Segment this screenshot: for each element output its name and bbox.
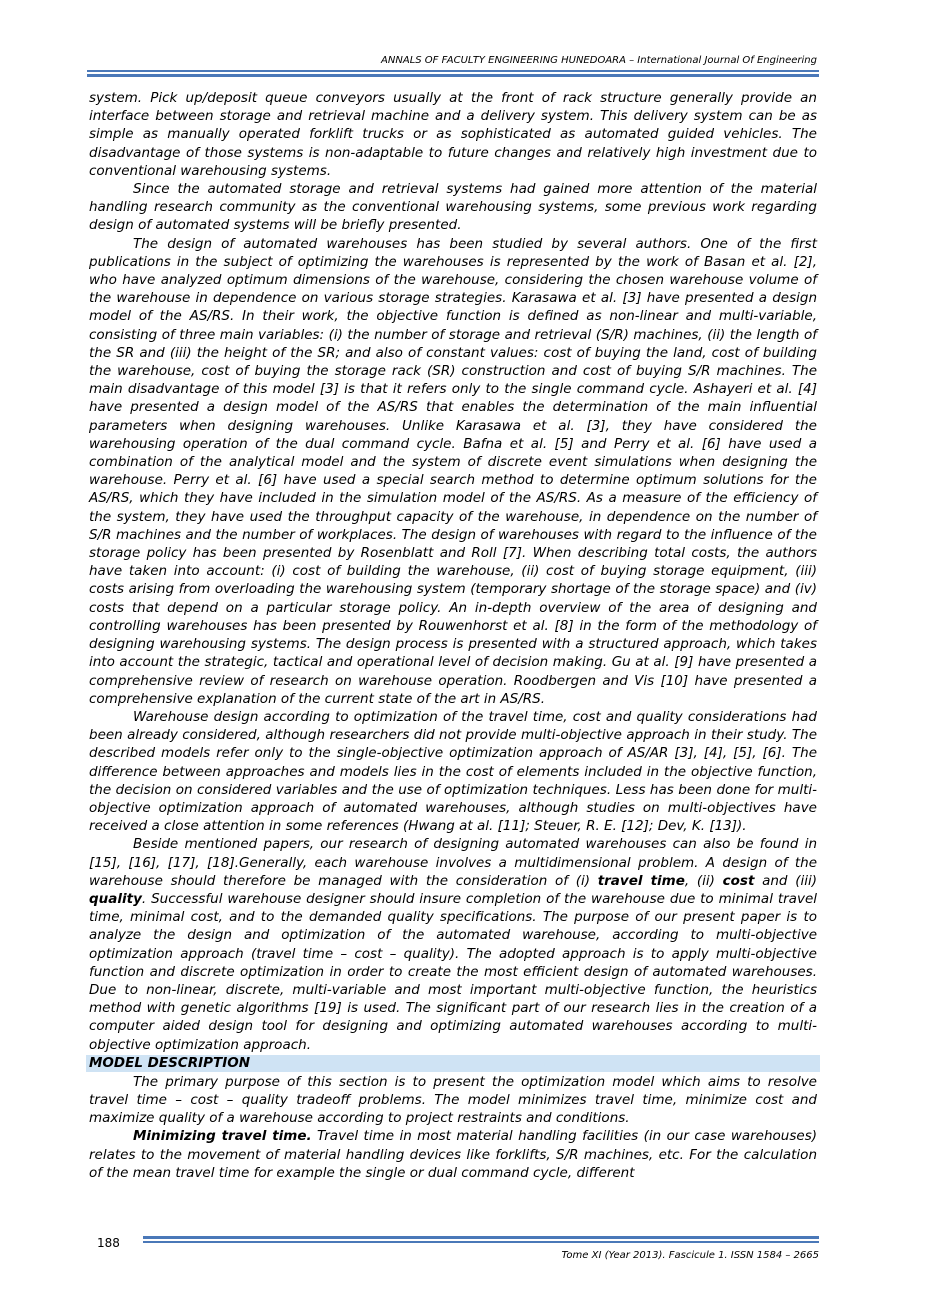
journal-title: ANNALS OF FACULTY ENGINEERING HUNEDOARA – International Journal Of Engineering <box>381 55 817 66</box>
paragraph-5-text-a: Beside mentioned papers, our research of designing automated warehouses can also be found in [15], [16], [17], [18].Generally, each warehouse involves a multidimensional problem. A design of the warehouse should therefore be managed with the consideration of (i) <box>89 836 817 889</box>
paragraph-5-text-d: . Successful warehouse designer should insure completion of the warehouse due to minimal travel time, minimal cost, and to the demanded quality specifications. The purpose of our present paper is to analyze the design and optimization of the automated warehouse, according to multi-objective optimization approach (travel time – cost – quality). The adopted approach is to apply multi-objective function and discrete optimization in order to create the most efficient design of automated warehouses. Due to non-linear, discrete, multi-variable and most important multi-objective function, the heuristics method with genetic algorithms [19] is used. The significant part of our research lies in the creation of a computer aided design tool for designing and optimizing automated warehouses according to multi-objective optimization approach. <box>89 890 817 1053</box>
header-rule-thick <box>87 74 819 77</box>
footer-rule-thin <box>143 1241 819 1243</box>
run-in-heading-minimizing-travel-time: Minimizing travel time. <box>133 1128 312 1145</box>
page-number: 188 <box>97 1236 120 1250</box>
paragraph-7 <box>89 1127 817 1182</box>
article-body <box>89 89 817 1182</box>
paragraph-5-text-c: and (iii) <box>754 872 817 889</box>
paragraph-2: Since the automated storage and retrieval systems had gained more attention of the material handling research community as the conventional warehousing systems, some previous work regarding design of automated systems will be briefly presented. <box>89 181 817 234</box>
paragraph-6: The primary purpose of this section is to present the optimization model which aims to resolve travel time – cost – quality tradeoff problems. The model minimizes travel time, minimize cost and maximize quality of a warehouse according to project restraints and conditions. <box>89 1073 817 1127</box>
header-rule-thin <box>87 70 819 72</box>
section-heading-model-description: MODEL DESCRIPTION <box>86 1055 820 1072</box>
paragraph-7-text: Travel time in most material handling facilities (in our case warehouses) relates to the movement of material handling devices like forklifts, S/R machines, etc. For the calculation of the mean travel time for example the single or dual command cycle, different <box>89 1128 817 1181</box>
emphasis-quality: quality <box>89 890 142 907</box>
issue-info: Tome XI (Year 2013). Fascicule 1. ISSN 1584 – 2665 <box>561 1250 819 1261</box>
emphasis-travel-time: travel time <box>597 872 685 889</box>
paragraph-3: The design of automated warehouses has been studied by several authors. One of the first publications in the subject of optimizing the warehouses is represented by the work of Basan et al. [2], who have analyzed optimum dimensions of the warehouse, considering the chosen warehouse volume of the warehouse in dependence on various storage strategies. Karasawa et al. [3] have presented a design model of the AS/RS. In their work, the objective function is defined as non-linear and multi-variable, consisting of three main variables: (i) the number of storage and retrieval (S/R) machines, (ii) the length of the SR and (iii) the height of the SR; and also of constant values: cost of buying the land, cost of building the warehouse, cost of buying the storage rack (SR) construction and cost of buying S/R machines. The main disadvantage of this model [3] is that it refers only to the single command cycle. Ashayeri et al. [4] have presented a design model of the AS/RS that enables the determination of the main influential parameters when designing warehouses. Unlike Karasawa et al. [3], they have considered the warehousing operation of the dual command cycle. Bafna et al. [5] and Perry et al. [6] have used a combination of the analytical model and the system of discrete event simulations when designing the warehouse. Perry et al. [6] have used a special search method to determine optimum solutions for the AS/RS, which they have included in the simulation model of the AS/RS. As a measure of the efficiency of the system, they have used the throughput capacity of the warehouse, in dependence on the number of S/R machines and the number of workplaces. The design of warehouses with regard to the influence of the storage policy has been presented by Rosenblatt and Roll [7]. When describing total costs, the authors have taken into account: (i) cost of building the warehouse, (ii) cost of buying storage equipment, (iii) costs arising from overloading the warehousing system (temporary shortage of the storage space) and (iv) costs that depend on a particular storage policy. An in-depth overview of the area of designing and controlling warehouses has been presented by Rouwenhorst et al. [8] in the form of the methodology of designing warehousing systems. The design process is presented with a structured approach, which takes into account the strategic, tactical and operational level of decision making. Gu at al. [9] have presented a comprehensive review of research on warehouse operation. Roodbergen and Vis [10] have presented a comprehensive explanation of the current state of the art in AS/RS. <box>89 235 817 707</box>
paragraph-1: system. Pick up/deposit queue conveyors usually at the front of rack structure generally provide an interface between storage and retrieval machine and a delivery system. This delivery system can be as simple as manually operated forklift trucks or as sophisticated as automated guided vehicles. The disadvantage of those systems is non-adaptable to future changes and relatively high investment due to conventional warehousing systems. <box>89 90 817 179</box>
paragraph-5-text-b: , (ii) <box>684 872 723 889</box>
paragraph-5 <box>89 835 817 1053</box>
paragraph-4: Warehouse design according to optimization of the travel time, cost and quality considerations had been already considered, although researchers did not provide multi-objective approach in their study. The described models refer only to the single-objective optimization approach of AS/AR [3], [4], [5], [6]. The difference between approaches and models lies in the cost of elements included in the objective function, the decision on considered variables and the use of optimization techniques. Less has been done for multi-objective optimization approach of automated warehouses, although studies on multi-objectives have received a close attention in some references (Hwang at al. [11]; Steuer, R. E. [12]; Dev, K. [13]). <box>89 708 817 835</box>
footer-rule-thick <box>143 1236 819 1239</box>
emphasis-cost: cost <box>722 872 755 889</box>
